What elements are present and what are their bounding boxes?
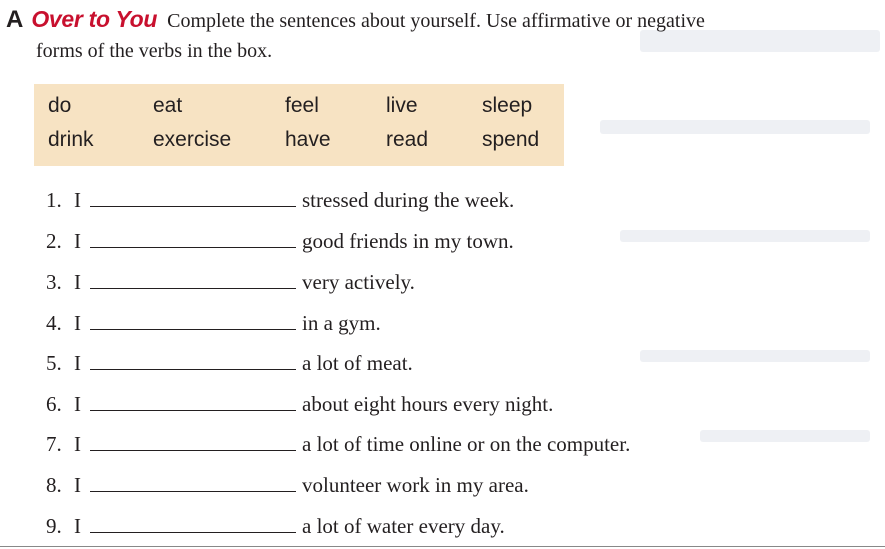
item-number: 9. [46,514,62,538]
answer-blank[interactable] [90,227,296,248]
bleed-through-shade [600,120,870,134]
sentence-item-2 [46,226,806,256]
sentence-item-3 [46,267,806,297]
item-number: 1. [46,188,62,212]
verb-word: feel [285,94,319,117]
item-subject: I [74,270,81,294]
sentence-item-8 [46,470,806,500]
answer-blank[interactable] [90,471,296,492]
verb-word: live [386,94,418,117]
exercise-letter: A [6,6,24,33]
instruction-line-1: Complete the sentences about yourself. Use affirmative or negative [167,10,705,32]
item-text: good friends in my town. [302,229,514,253]
answer-blank[interactable] [90,430,296,451]
sentence-item-7 [46,429,806,459]
sentence-item-5 [46,348,806,378]
answer-blank[interactable] [90,390,296,411]
item-subject: I [74,473,81,497]
item-number: 4. [46,311,62,335]
item-subject: I [74,188,81,212]
item-text: very actively. [302,270,415,294]
item-text: in a gym. [302,311,381,335]
item-text: volunteer work in my area. [302,473,529,497]
answer-blank[interactable] [90,268,296,289]
item-subject: I [74,392,81,416]
item-text: a lot of time online or on the computer. [302,432,631,456]
answer-blank[interactable] [90,309,296,330]
item-number: 7. [46,432,62,456]
item-number: 3. [46,270,62,294]
item-subject: I [74,311,81,335]
sentence-item-9 [46,511,806,541]
item-text: a lot of water every day. [302,514,505,538]
exercise-header [6,4,876,66]
verb-word: drink [48,128,94,151]
item-text: about eight hours every night. [302,392,554,416]
instruction-line-2: forms of the verbs in the box. [36,40,273,62]
verb-word: spend [482,128,540,151]
sentence-item-6 [46,389,806,419]
answer-blank[interactable] [90,186,296,207]
item-subject: I [74,351,81,375]
item-number: 6. [46,392,62,416]
sentence-item-4 [46,308,806,338]
verb-word: read [386,128,429,151]
item-text: a lot of meat. [302,351,413,375]
verb-word: sleep [482,94,533,117]
item-text: stressed during the week. [302,188,515,212]
verb-word: eat [153,94,183,117]
item-subject: I [74,514,81,538]
verb-word-box [34,84,564,166]
item-number: 5. [46,351,62,375]
item-number: 2. [46,229,62,253]
item-subject: I [74,432,81,456]
verb-word: have [285,128,331,151]
item-subject: I [74,229,81,253]
verb-word: exercise [153,128,232,151]
verb-word: do [48,94,72,117]
exercise-tag: Over to You [31,6,158,32]
sentence-item-1 [46,185,806,215]
page-bottom-rule [0,546,885,547]
answer-blank[interactable] [90,512,296,533]
answer-blank[interactable] [90,349,296,370]
item-number: 8. [46,473,62,497]
